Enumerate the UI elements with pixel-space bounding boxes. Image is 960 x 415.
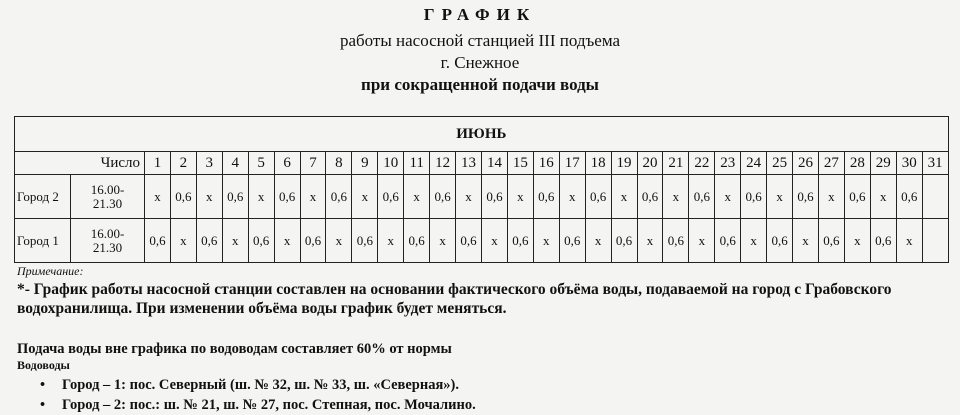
pipelines-list (40, 375, 476, 415)
day-header: 18 (585, 152, 611, 175)
schedule-cell: 0,6 (767, 219, 793, 263)
schedule-cell: x (248, 175, 274, 219)
schedule-cell: 0,6 (637, 175, 663, 219)
schedule-cell: 0,6 (222, 175, 248, 219)
schedule-cell: x (145, 175, 171, 219)
list-item (40, 395, 476, 415)
city-name: Город 2 (15, 175, 71, 219)
schedule-cell: 0,6 (378, 175, 404, 219)
page-title: ГРАФИК (423, 5, 537, 24)
day-label: Число (15, 152, 145, 175)
schedule-cell: 0,6 (559, 219, 585, 263)
day-header: 13 (456, 152, 482, 175)
schedule-cell: x (222, 219, 248, 263)
schedule-cell: 0,6 (844, 175, 870, 219)
schedule-cell: 0,6 (456, 219, 482, 263)
schedule-cell: 0,6 (404, 219, 430, 263)
day-header: 19 (611, 152, 637, 175)
schedule-cell: 0,6 (145, 219, 171, 263)
day-header: 3 (196, 152, 222, 175)
schedule-cell: 0,6 (896, 175, 922, 219)
schedule-cell: x (481, 219, 507, 263)
schedule-cell (922, 175, 948, 219)
schedule-cell: x (585, 219, 611, 263)
schedule-cell: x (767, 175, 793, 219)
schedule-cell: x (404, 175, 430, 219)
day-header: 28 (844, 152, 870, 175)
schedule-cell: x (352, 175, 378, 219)
schedule-cell: x (870, 175, 896, 219)
day-header: 16 (533, 152, 559, 175)
schedule-cell: x (170, 219, 196, 263)
schedule-cell: 0,6 (715, 219, 741, 263)
month-name: ИЮНЬ (15, 117, 949, 152)
subtitle-station: работы насосной станцией III подъема (339, 31, 621, 50)
day-header: 2 (170, 152, 196, 175)
city-name: Город 1 (15, 219, 71, 263)
day-header: 26 (793, 152, 819, 175)
schedule-cell: x (844, 219, 870, 263)
day-header: 9 (352, 152, 378, 175)
day-header: 7 (300, 152, 326, 175)
schedule-cell: 0,6 (196, 219, 222, 263)
schedule-cell: x (456, 175, 482, 219)
schedule-cell: 0,6 (430, 175, 456, 219)
schedule-cell: x (637, 219, 663, 263)
schedule-cell: 0,6 (352, 219, 378, 263)
schedule-cell: 0,6 (274, 175, 300, 219)
schedule-cell: x (793, 219, 819, 263)
schedule-cell: 0,6 (793, 175, 819, 219)
day-header: 6 (274, 152, 300, 175)
schedule-cell: 0,6 (248, 219, 274, 263)
bullet-icon: • (40, 377, 46, 393)
day-header: 8 (326, 152, 352, 175)
pipelines-label: Водоводы (17, 358, 70, 372)
schedule-cell: 0,6 (300, 219, 326, 263)
supply-note: Подача воды вне графика по водоводам составляет 60% от нормы (17, 341, 452, 357)
schedule-cell (922, 219, 948, 263)
schedule-cell: x (300, 175, 326, 219)
day-header: 17 (559, 152, 585, 175)
schedule-cell: 0,6 (741, 175, 767, 219)
schedule-cell: x (741, 219, 767, 263)
schedule-cell: x (430, 219, 456, 263)
day-header: 15 (507, 152, 533, 175)
schedule-cell: 0,6 (818, 219, 844, 263)
table-row (15, 219, 949, 263)
time-range: 16.00- 21.30 (71, 219, 145, 263)
day-header: 20 (637, 152, 663, 175)
day-header: 29 (870, 152, 896, 175)
day-header: 25 (767, 152, 793, 175)
schedule-cell: x (715, 175, 741, 219)
day-header: 12 (430, 152, 456, 175)
schedule-cell: x (611, 175, 637, 219)
day-header: 21 (663, 152, 689, 175)
day-header: 5 (248, 152, 274, 175)
schedule-cell: 0,6 (689, 175, 715, 219)
schedule-table (14, 116, 949, 263)
day-header: 23 (715, 152, 741, 175)
schedule-cell: 0,6 (663, 219, 689, 263)
schedule-cell: x (274, 219, 300, 263)
days-row (15, 152, 949, 175)
schedule-cell: x (378, 219, 404, 263)
list-item (40, 375, 476, 395)
schedule-cell: 0,6 (533, 175, 559, 219)
table-row (15, 175, 949, 219)
schedule-cell: 0,6 (870, 219, 896, 263)
subtitle-city: г. Снежное (440, 53, 520, 72)
note-label: Примечание: (17, 264, 84, 278)
schedule-cell: x (689, 219, 715, 263)
schedule-cell: 0,6 (507, 219, 533, 263)
day-header: 31 (922, 152, 948, 175)
schedule-cell: x (663, 175, 689, 219)
schedule-cell: x (326, 219, 352, 263)
day-header: 1 (145, 152, 171, 175)
day-header: 11 (404, 152, 430, 175)
schedule-cell: x (507, 175, 533, 219)
schedule-cell: x (896, 219, 922, 263)
bullet-icon: • (40, 397, 46, 413)
schedule-cell: 0,6 (611, 219, 637, 263)
schedule-cell: 0,6 (170, 175, 196, 219)
schedule-cell: x (818, 175, 844, 219)
day-header: 30 (896, 152, 922, 175)
month-row (15, 117, 949, 152)
day-header: 14 (481, 152, 507, 175)
day-header: 10 (378, 152, 404, 175)
note-text: *- График работы насосной станции составлен на основании фактического объёма воды, подаваемой на город с Грабовского водохранилища. При изменении объёма воды график будет меняться. (17, 281, 892, 317)
subtitle-mode: при сокращенной подачи воды (361, 75, 599, 94)
list-item-text: Город – 1: пос. Северный (ш. № 32, ш. № 33, ш. «Северная»). (62, 377, 460, 393)
schedule-cell: 0,6 (326, 175, 352, 219)
day-header: 24 (741, 152, 767, 175)
list-item-text: Город – 2: пос.: ш. № 21, ш. № 27, пос. Степная, пос. Мочалино. (62, 397, 476, 413)
time-range: 16.00- 21.30 (71, 175, 145, 219)
schedule-cell: x (533, 219, 559, 263)
schedule-cell: x (559, 175, 585, 219)
day-header: 27 (818, 152, 844, 175)
schedule-cell: 0,6 (481, 175, 507, 219)
schedule-cell: x (196, 175, 222, 219)
schedule-cell: 0,6 (585, 175, 611, 219)
day-header: 4 (222, 152, 248, 175)
day-header: 22 (689, 152, 715, 175)
